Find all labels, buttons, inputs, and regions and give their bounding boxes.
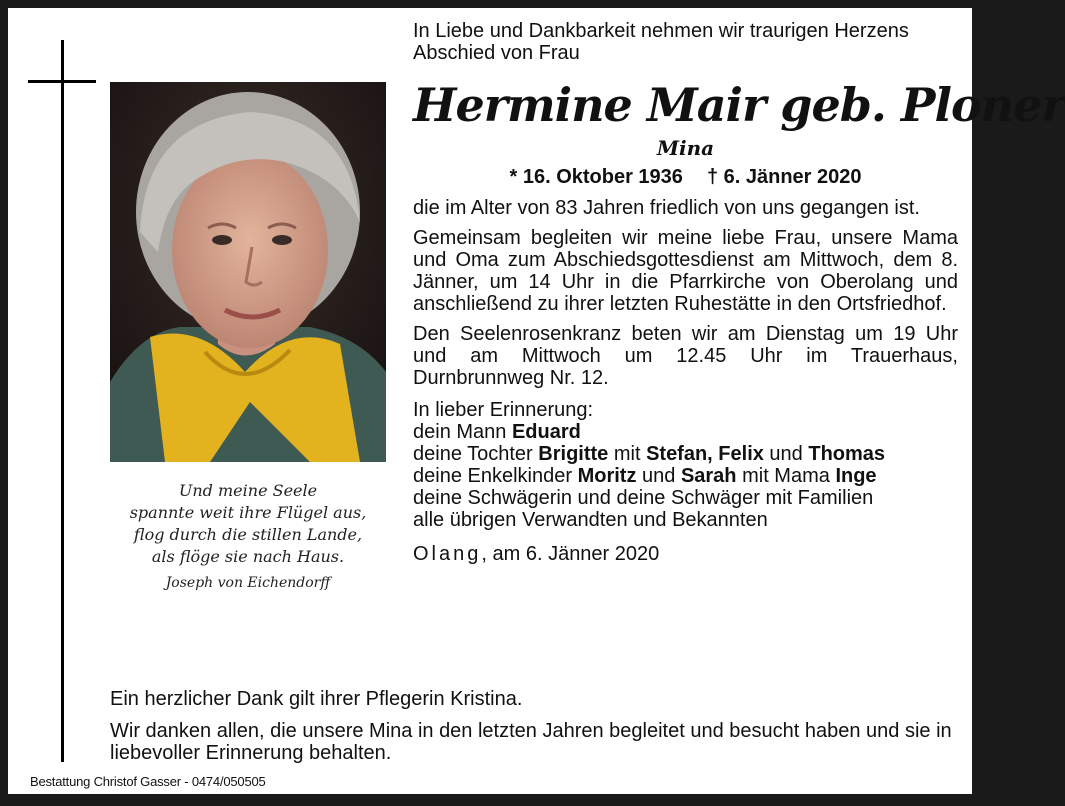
- mourner-text: dein Mann: [413, 421, 512, 443]
- mourner-text: mit: [608, 443, 647, 465]
- place-date: [413, 543, 958, 566]
- obituary-card: [8, 8, 1065, 794]
- mourners-list: [413, 399, 958, 531]
- mourner-text: deine Enkelkinder: [413, 465, 578, 487]
- cross-vertical: [61, 40, 64, 762]
- cross-horizontal: [28, 80, 96, 83]
- deceased-name: Hermine Mair geb. Ploner: [413, 78, 1065, 132]
- mourner-text: und: [763, 443, 809, 465]
- mourner-name: Stefan, Felix: [646, 443, 764, 465]
- passing-text: die im Alter von 83 Jahren friedlich von uns gegangen ist.: [413, 197, 920, 219]
- quote-line: flog durch die stillen Lande,: [133, 525, 363, 544]
- mourner-line: alle übrigen Verwandten und Bekannten: [413, 509, 768, 531]
- poem-quote: [110, 480, 386, 594]
- death-date: † 6. Jänner 2020: [706, 166, 862, 188]
- mourner-name: Thomas: [808, 443, 886, 465]
- quote-line: als flöge sie nach Haus.: [151, 547, 345, 566]
- quote-line: Und meine Seele: [178, 481, 318, 500]
- thanks-all: Wir danken allen, die unsere Mina in den letzten Jahren begleitet und besucht haben und sie in liebevoller Erinnerung behalten.: [110, 720, 952, 764]
- mourner-name: Inge: [835, 465, 877, 487]
- rosary-info: Den Seelenrosenkranz beten wir am Dienstag um 19 Uhr und am Mittwoch um 12.45 Uhr im Trauerhaus, Durnbrunnweg Nr. 12.: [413, 323, 958, 389]
- intro-text: In Liebe und Dankbarkeit nehmen wir traurigen Herzens Abschied von Frau: [413, 20, 909, 64]
- mourner-text: mit Mama: [736, 465, 836, 487]
- portrait-photo: [110, 82, 386, 462]
- mourner-name: Brigitte: [538, 443, 609, 465]
- thanks-caregiver: Ein herzlicher Dank gilt ihrer Pflegerin Kristina.: [110, 688, 523, 710]
- place: Olang: [413, 543, 482, 565]
- main-text-column: [413, 20, 1065, 566]
- funeral-home-footer: Bestattung Christof Gasser - 0474/050505: [30, 774, 266, 789]
- mourner-text: und: [636, 465, 681, 487]
- mourner-name: Eduard: [511, 421, 581, 443]
- mourner-text: deine Tochter: [413, 443, 539, 465]
- mourner-name: Sarah: [680, 465, 737, 487]
- mourner-line: deine Schwägerin und deine Schwäger mit Familien: [413, 487, 874, 509]
- date: , am 6. Jänner 2020: [481, 543, 660, 565]
- mourner-line: [413, 465, 958, 487]
- life-dates: [413, 166, 958, 189]
- quote-line: spannte weit ihre Flügel aus,: [129, 503, 367, 522]
- quote-author: Joseph von Eichendorff: [165, 575, 331, 591]
- memory-label: In lieber Erinnerung:: [413, 399, 594, 421]
- mourner-line: [413, 421, 958, 443]
- nickname: Mina: [656, 136, 715, 160]
- mourner-line: [413, 443, 958, 465]
- birth-date: * 16. Oktober 1936: [509, 166, 683, 188]
- mourner-name: Moritz: [577, 465, 637, 487]
- funeral-info: Gemeinsam begleiten wir meine liebe Frau, unsere Mama und Oma zum Abschiedsgottesdienst am Mittwoch, dem 8. Jänner, um 14 Uhr in die Pfarrkirche von Oberolang und anschließend zu ihrer letzten Ruhestätte in den Ortsfriedhof.: [413, 227, 958, 315]
- thanks-section: [110, 688, 958, 774]
